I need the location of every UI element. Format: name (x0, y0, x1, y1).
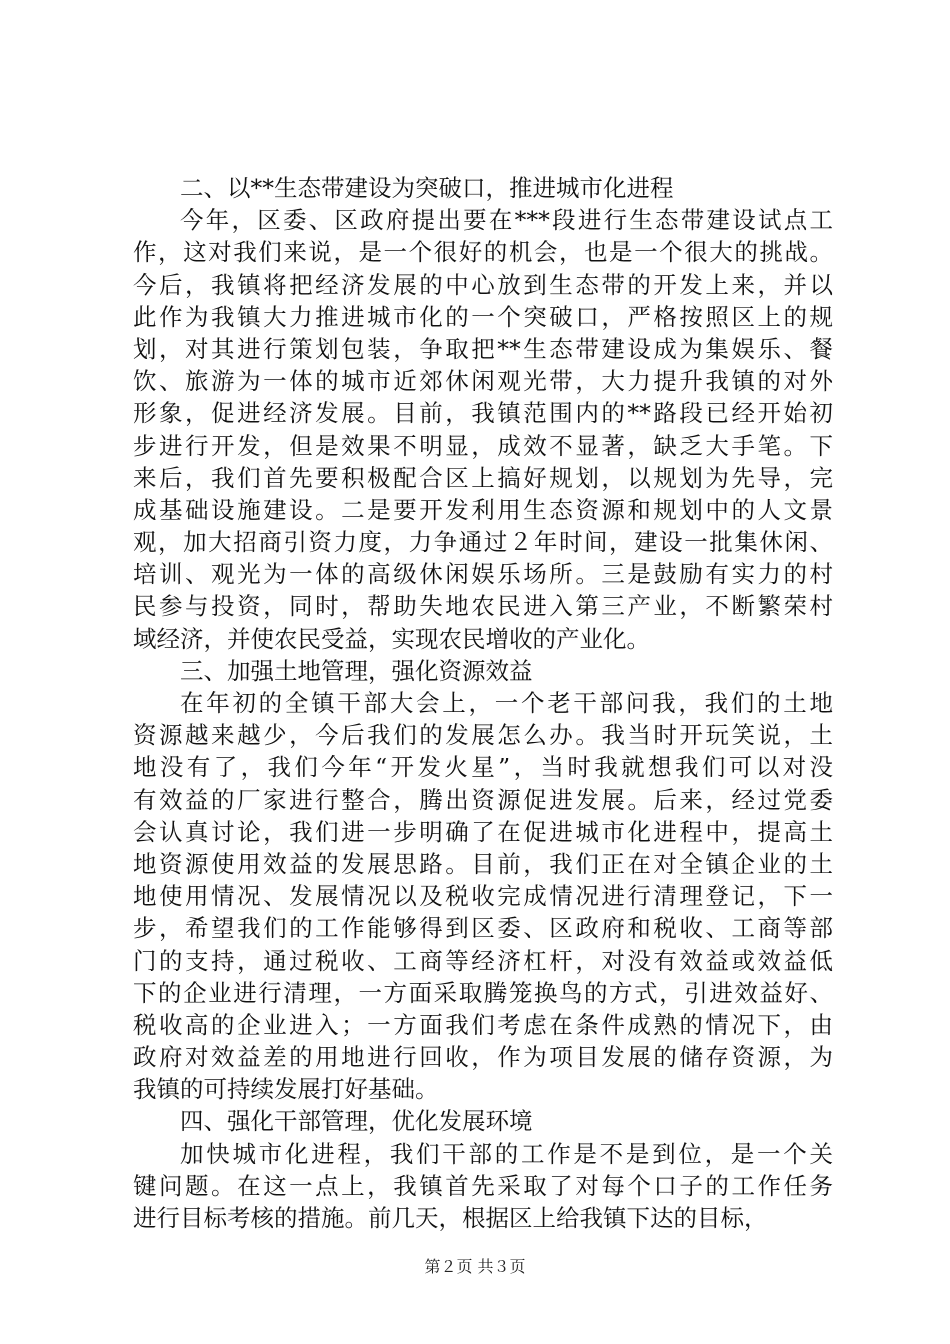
paragraph-line: 键问题。在这一点上，我镇首先采取了对每个口子的工作任务 (133, 1171, 833, 1200)
paragraph-line: 在年初的全镇干部大会上，一个老干部问我，我们的土地 (180, 689, 833, 717)
section-heading: 三、加强土地管理，强化资源效益 (180, 656, 533, 685)
paragraph-line: 地使用情况、发展情况以及税收完成情况进行清理登记，下一 (133, 882, 833, 911)
paragraph-line: 地没有了，我们今年“开发火星”，当时我就想我们可以对没 (133, 753, 833, 782)
paragraph-line: 今后，我镇将把经济发展的中心放到生态带的开发上来，并以 (133, 270, 833, 299)
paragraph-line: 门的支持，通过税收、工商等经济杠杆，对没有效益或效益低 (133, 946, 833, 975)
paragraph-line: 划，对其进行策划包装，争取把**生态带建设成为集娱乐、餐 (133, 334, 833, 363)
paragraph-line: 下的企业进行清理，一方面采取腾笼换鸟的方式，引进效益好、 (133, 978, 833, 1007)
section-heading: 四、强化干部管理，优化发展环境 (180, 1107, 533, 1136)
paragraph-line: 来后，我们首先要积极配合区上搞好规划，以规划为先导，完 (133, 463, 833, 492)
paragraph-line: 税收高的企业进入；一方面我们考虑在条件成熟的情况下，由 (133, 1010, 833, 1039)
paragraph-line: 域经济，并使农民受益，实现农民增收的产业化。 (133, 624, 650, 653)
document-body (133, 172, 833, 1234)
paragraph-line: 今年，区委、区政府提出要在***段进行生态带建设试点工 (180, 206, 833, 235)
paragraph-line: 形象，促进经济发展。目前，我镇范围内的**路段已经开始初 (133, 399, 833, 428)
paragraph-line: 地资源使用效益的发展思路。目前，我们正在对全镇企业的土 (133, 849, 833, 878)
page-footer: 第２页 共３页 (424, 1257, 526, 1276)
paragraph-line: 有效益的厂家进行整合，腾出资源促进发展。后来，经过党委 (133, 785, 833, 814)
paragraph-line: 观，加大招商引资力度，力争通过２年时间，建设一批集休闲、 (133, 528, 833, 557)
paragraph-line: 步进行开发，但是效果不明显，成效不显著，缺乏大手笔。下 (133, 431, 833, 460)
paragraph-line: 饮、旅游为一体的城市近郊休闲观光带，大力提升我镇的对外 (133, 367, 833, 396)
paragraph-line: 成基础设施建设。二是要开发利用生态资源和规划中的人文景 (133, 495, 833, 524)
paragraph-line: 作，这对我们来说，是一个很好的机会，也是一个很大的挑战。 (133, 238, 833, 267)
paragraph-line: 我镇的可持续发展打好基础。 (133, 1075, 439, 1104)
paragraph-line: 步，希望我们的工作能够得到区委、区政府和税收、工商等部 (133, 914, 833, 943)
paragraph-line: 会认真讨论，我们进一步明确了在促进城市化进程中，提高土 (133, 817, 833, 846)
paragraph-line: 培训、观光为一体的高级休闲娱乐场所。三是鼓励有实力的村 (133, 560, 833, 589)
paragraph-line: 进行目标考核的措施。前几天，根据区上给我镇下达的目标， (133, 1204, 768, 1232)
paragraph-line: 资源越来越少，今后我们的发展怎么办。我当时开玩笑说，土 (133, 721, 833, 750)
paragraph-line: 加快城市化进程，我们干部的工作是不是到位，是一个关 (180, 1139, 833, 1168)
paragraph-line: 政府对效益差的用地进行回收，作为项目发展的储存资源，为 (133, 1043, 833, 1072)
paragraph-line: 民参与投资，同时，帮助失地农民进入第三产业，不断繁荣村 (133, 592, 833, 621)
paragraph-line: 此作为我镇大力推进城市化的一个突破口，严格按照区上的规 (133, 302, 833, 331)
section-heading: 二、以**生态带建设为突破口，推进城市化进程 (180, 174, 674, 202)
